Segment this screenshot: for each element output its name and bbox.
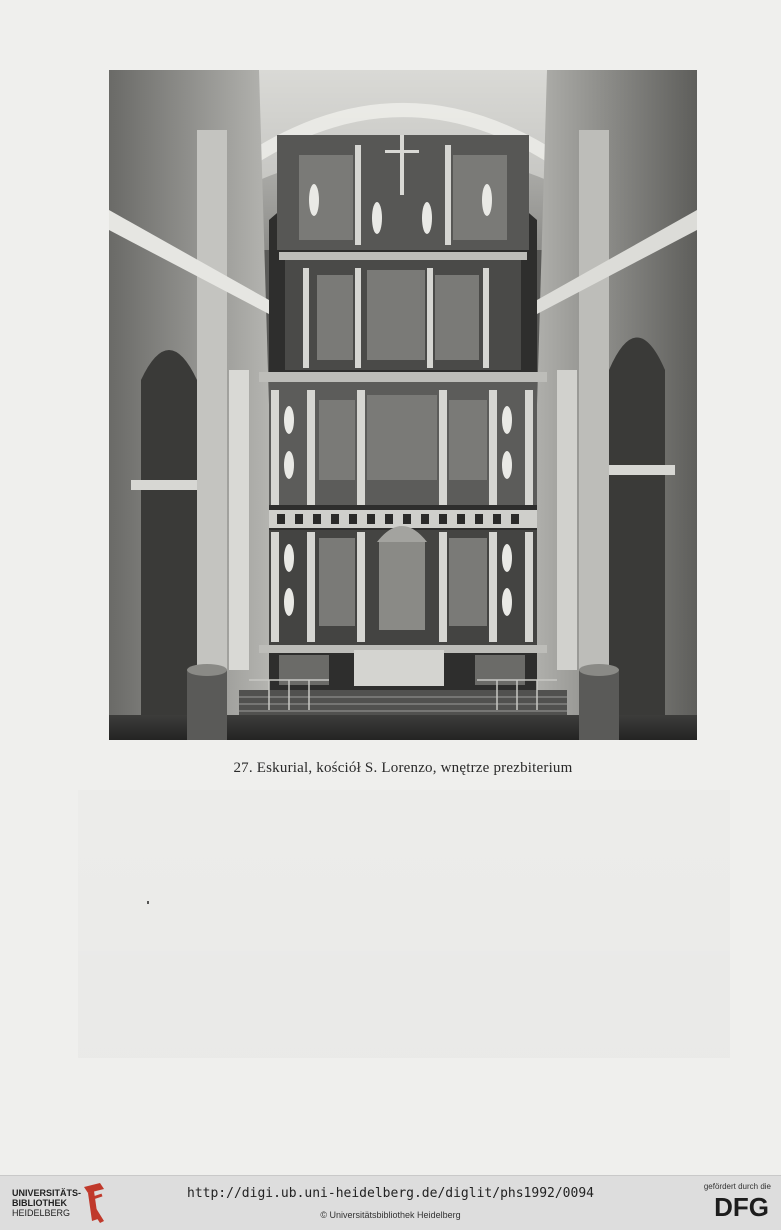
library-name-line-1: UNIVERSITÄTS-: [12, 1188, 82, 1198]
paper-speck: [147, 901, 149, 904]
permalink-url[interactable]: http://digi.ub.uni-heidelberg.de/diglit/phs1992/0094: [187, 1186, 594, 1201]
library-name-line-2: BIBLIOTHEK: [12, 1198, 67, 1208]
show-through-from-next-page: [78, 790, 730, 1058]
figure-caption: 27. Eskurial, kościół S. Lorenzo, wnętrze prezbiterium: [233, 760, 573, 776]
digitization-footer: [0, 1175, 781, 1230]
altar-photograph-drawing: [109, 70, 697, 740]
copyright-notice: © Universitätsbibliothek Heidelberg: [320, 1210, 461, 1220]
altar-photograph: [109, 70, 697, 740]
funder-label: gefördert durch die: [703, 1182, 771, 1191]
dfg-logo: DFG: [714, 1192, 769, 1222]
library-name-line-3: HEIDELBERG: [12, 1208, 71, 1218]
